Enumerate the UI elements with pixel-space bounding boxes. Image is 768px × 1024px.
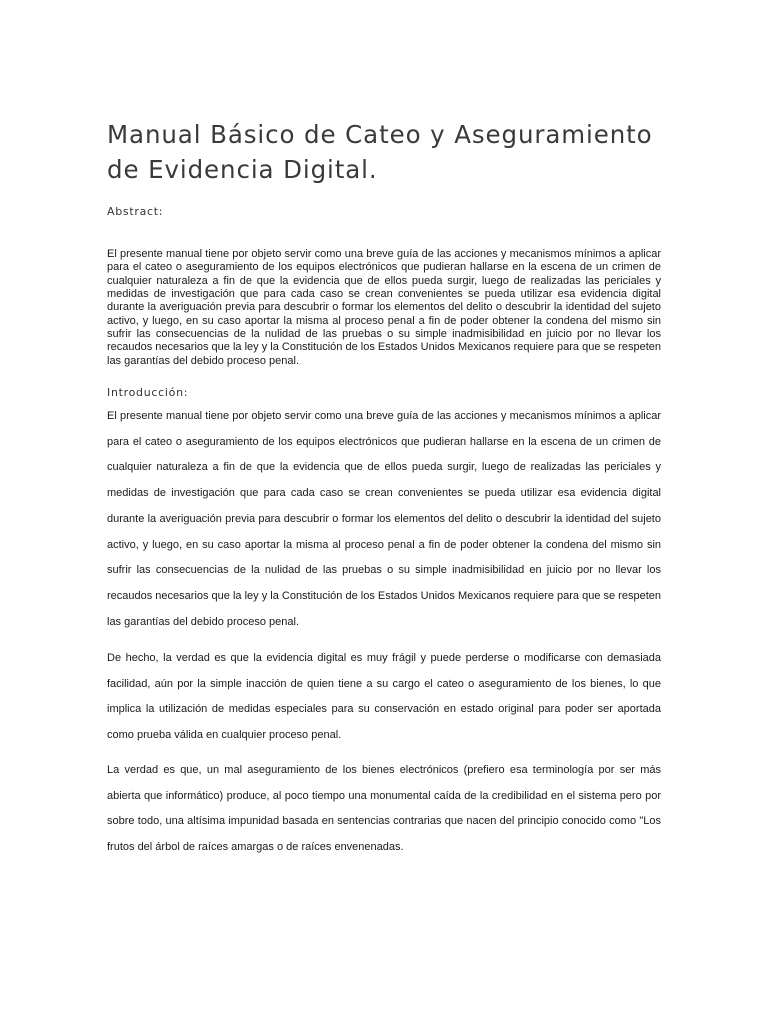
introduction-paragraph-2: De hecho, la verdad es que la evidencia digital es muy frágil y puede perderse o modificarse con demasiada facilidad, aún por la simple inacción de quien tiene a su cargo el cateo o aseguramiento de los bienes, lo que implica la utilización de medidas especiales para su conservación en estado original para poder ser aportada como prueba válida en cualquier proceso penal. — [107, 652, 661, 742]
introduction-heading: Introducción: — [107, 386, 189, 399]
introduction-paragraph-1: El presente manual tiene por objeto servir como una breve guía de las acciones y mecanismos mínimos a aplicar para el cateo o aseguramiento de los equipos electrónicos que pudieran hallarse en la escena de un crimen de cualquier naturaleza a fin de que la evidencia que de ellos pueda surgir, luego de realizadas las periciales y medidas de investigación que para cada caso se crean convenientes se pueda utilizar esa evidencia digital durante la averiguación previa para descubrir o formar los elementos del delito o descubrir la identidad del sujeto activo, y luego, en su caso aportar la misma al proceso penal a fin de poder obtener la condena del mismo sin sufrir las consecuencias de la nulidad de las pruebas o su simple inadmisibilidad en juicio por no llevar los recaudos necesarios que la ley y la Constitución de los Estados Unidos Mexicanos requiere para que se respeten las garantías del debido proceso penal. — [107, 410, 661, 628]
abstract-paragraph: El presente manual tiene por objeto servir como una breve guía de las acciones y mecanismos mínimos a aplicar para el cateo o aseguramiento de los equipos electrónicos que pudieran hallarse en la escena de un crimen de cualquier naturaleza a fin de que la evidencia que de ellos pueda surgir, luego de realizadas las periciales y medidas de investigación que para cada caso se crean convenientes se pueda utilizar esa evidencia digital durante la averiguación previa para descubrir o formar los elementos del delito o descubrir la identidad del sujeto activo, y luego, en su caso aportar la misma al proceso penal a fin de poder obtener la condena del mismo sin sufrir las consecuencias de la nulidad de las pruebas o su simple inadmisibilidad en juicio por no llevar los recaudos necesarios que la ley y la Constitución de los Estados Unidos Mexicanos requiere para que se respeten las garantías del debido proceso penal. — [107, 248, 661, 367]
abstract-heading: Abstract: — [107, 205, 164, 218]
introduction-paragraph-3: La verdad es que, un mal aseguramiento de los bienes electrónicos (prefiero esa terminología por ser más abierta que informático) produce, al poco tiempo una monumental caída de la credibilidad en el sistema pero por sobre todo, una altísima impunidad basada en sentencias contrarias que nacen del principio conocido como "Los frutos del árbol de raíces amargas o de raíces envenenadas. — [107, 764, 661, 854]
document-title: Manual Básico de Cateo y Aseguramiento de Evidencia Digital. — [107, 120, 653, 184]
